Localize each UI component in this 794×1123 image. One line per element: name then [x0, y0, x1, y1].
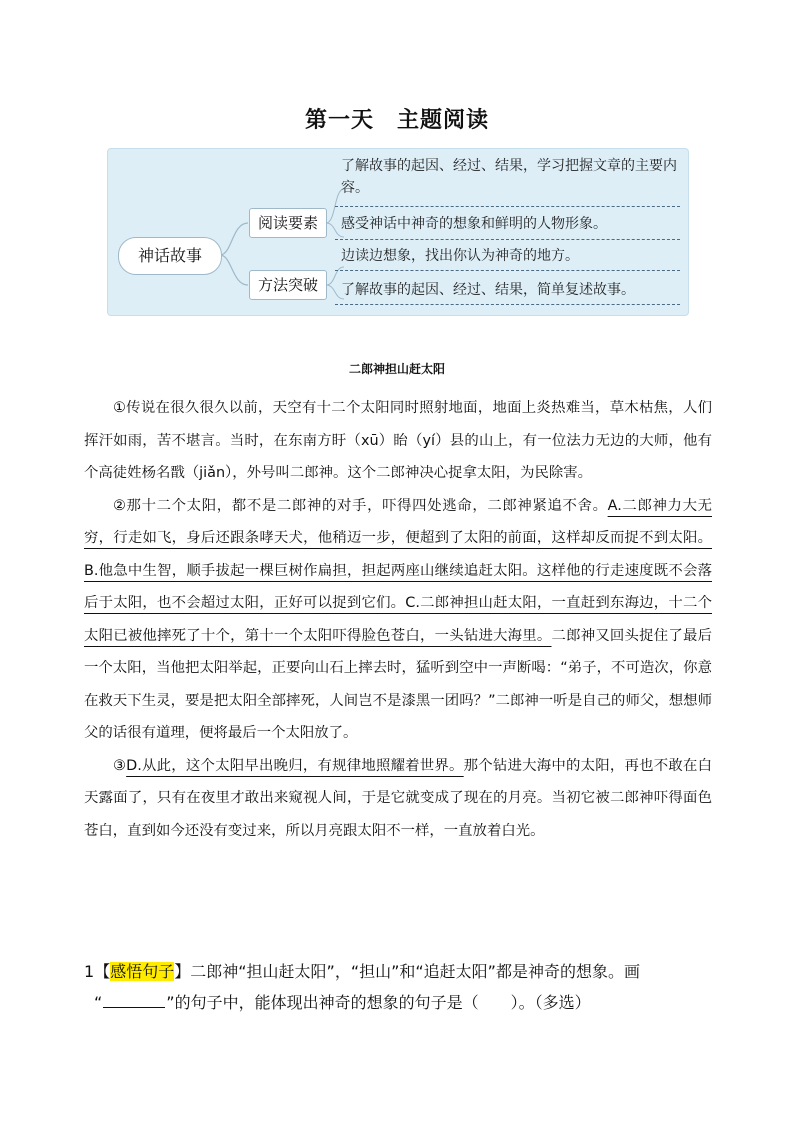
mindmap-leaf: 了解故事的起因、经过、结果，学习把握文章的主要内容。	[341, 158, 677, 196]
underline-sample	[103, 993, 165, 1008]
story-text: 二郎神又回头捉住了最后一个太阳，当他把太阳举起，正要向山石上摔去时，猛听到空中一声断喝：“弟子，不可造次，你意在救天下生灵，要是把太阳全部摔死，人间岂不是漆黑一团吗？”二郎神一听是自己的师父，想想师父的话很有道理，便将最后一个太阳放了。	[84, 627, 712, 741]
underlined-sentences: A.二郎神力大无穷，行走如飞，身后还跟条哮天犬，他稍迈一步，便超到了太阳的前面，这样却反而捉不到太阳。B.他急中生智，顺手拔起一棵巨树作扁担，担起两座山继续追赶太阳。这样他的行走速度既不会落后于太阳，也不会超过太阳，正好可以捉到它们。C.二郎神担山赶太阳，一直赶到东海边，十二个太阳已被他摔死了十个，第十一个太阳吓得脸色苍白，一头钻进大海里。	[84, 497, 712, 644]
story-paragraph-3	[84, 750, 712, 848]
story-paragraph-1: ①传说在很久很久以前，天空有十二个太阳同时照射地面，地面上炎热难当，草木枯焦，人们挥汗如雨，苦不堪言。当时，在东南方盱（xū）眙（yí）县的山上，有一位法力无边的大师，他有个高徒姓杨名戬（jiǎn），外号叫二郎神。这个二郎神决心捉拿太阳，为民除害。	[84, 400, 712, 481]
question-tag: 感悟句子	[110, 962, 175, 981]
story-text: ③	[113, 757, 127, 774]
mindmap-divider	[335, 304, 680, 305]
page-title: 第一天 主题阅读	[304, 108, 489, 133]
quote-open: “	[94, 993, 103, 1012]
question-number: 1	[84, 962, 95, 981]
story-text: 那个钻进大海中的太阳，再也不敢在白天露面了，只有在夜里才敢出来窥视人间，于是它就变成了现在的月亮。当初它被二郎神吓得面色苍白，直到如今还没有变过来，所以月亮跟太阳不一样，一直放着白光。	[84, 757, 712, 839]
question-1	[84, 956, 724, 1018]
story-paragraph-2	[84, 490, 712, 750]
mindmap-leaf: 感受神话中神奇的想象和鲜明的人物形象。	[341, 216, 607, 232]
story-text: ②那十二个太阳，都不是二郎神的对手，吓得四处逃命，二郎神紧追不舍。	[113, 497, 608, 514]
mindmap-branch-reading: 阅读要素	[249, 208, 327, 238]
underlined-sentence-d: D.从此，这个太阳早出晚归，有规律地照耀着世界。	[126, 757, 464, 774]
question-text: 二郎神“担山赶太阳”，“担山”和“追赶太阳”都是神奇的想象。画	[190, 962, 640, 981]
mindmap-leaf: 边读边想象，找出你认为神奇的地方。	[341, 248, 579, 264]
mindmap-branch-method: 方法突破	[249, 270, 327, 300]
mindmap-divider	[335, 206, 680, 207]
mindmap-root: 神话故事	[118, 237, 222, 275]
question-line-2	[84, 987, 724, 1018]
bracket-open: 【	[94, 962, 111, 981]
story-title: 二郎神担山赶太阳	[348, 362, 445, 376]
mindmap-divider	[335, 270, 680, 271]
question-line-1	[84, 956, 724, 987]
mindmap	[107, 148, 689, 316]
story-body	[84, 392, 712, 847]
mindmap-divider	[335, 239, 680, 240]
bracket-close: 】	[174, 962, 191, 981]
question-text: ”的句子中，能体现出神奇的想象的句子是（ ）。（多选）	[166, 993, 591, 1012]
mindmap-leaf: 了解故事的起因、经过、结果，简单复述故事。	[341, 282, 635, 298]
